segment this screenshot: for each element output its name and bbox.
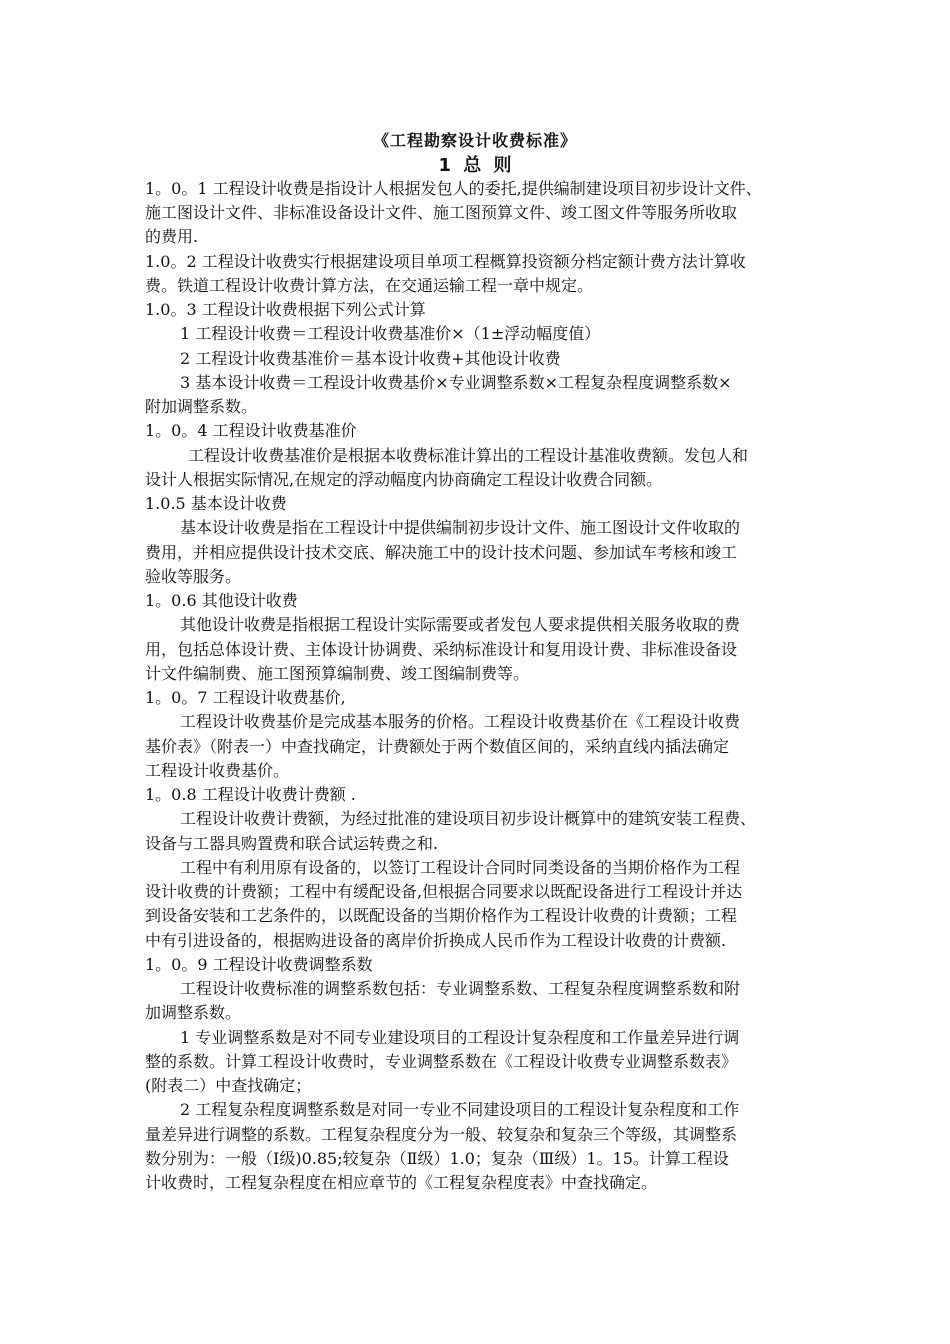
text-line: 1.0。2 工程设计收费实行根据建设项目单项工程概算投资额分档定额计费方法计算收 <box>145 252 746 271</box>
text-line: 设计人根据实际情况,在规定的浮动幅度内协商确定工程设计收费合同额。 <box>145 470 663 489</box>
text-line: 2 工程复杂程度调整系数是对同一专业不同建设项目的工程设计复杂程度和工作 <box>180 1100 740 1119</box>
section-heading: 1。0。9 工程设计收费调整系数 <box>145 955 373 974</box>
text-line: 用，包括总体设计费、主体设计协调费、采纳标准设计和复用设计费、非标准设备设 <box>145 640 738 659</box>
text-line: (附表二）中查找确定； <box>145 1076 312 1095</box>
section-heading: 1.0。3 工程设计收费根据下列公式计算 <box>145 300 426 319</box>
text-line: 施工图设计文件、非标准设备设计文件、施工图预算文件、竣工图文件等服务所收取 <box>145 203 738 222</box>
text-line: 设计收费的计费额；工程中有缓配设备,但根据合同要求以既配设备进行工程设计并达 <box>145 882 743 901</box>
chapter-heading: 1 总 则 <box>438 155 512 176</box>
text-line: 费用，并相应提供设计技术交底、解决施工中的设计技术问题、参加试车考核和竣工 <box>145 543 738 562</box>
formula-line: 1 工程设计收费＝工程设计收费基准价×（1±浮动幅度值） <box>180 324 601 343</box>
text-line: 设备与工器具购置费和联合试运转费之和. <box>145 834 439 853</box>
text-line: 工程中有利用原有设备的，以签订工程设计合同时同类设备的当期价格作为工程 <box>180 858 741 877</box>
section-heading: 1。0。7 工程设计收费基价, <box>145 688 346 707</box>
text-line: 计收费时，工程复杂程度在相应章节的《工程复杂程度表》中查找确定。 <box>145 1173 658 1192</box>
text-line: 1。0。1 工程设计收费是指设计人根据发包人的委托,提供编制建设项目初步设计文件、 <box>145 179 762 198</box>
text-line: 工程设计收费基价。 <box>145 761 290 780</box>
section-heading: 1。0.8 工程设计收费计费额 . <box>145 785 356 804</box>
text-line: 基价表》（附表一）中查找确定，计费额处于两个数值区间的，采纳直线内插法确定 <box>145 737 730 756</box>
text-line: 基本设计收费是指在工程设计中提供编制初步设计文件、施工图设计文件收取的 <box>180 518 741 537</box>
section-heading: 1。0.6 其他设计收费 <box>145 591 298 610</box>
text-line: 整的系数。计算工程设计收费时，专业调整系数在《工程设计收费专业调整系数表》 <box>145 1052 738 1071</box>
text-line: 量差异进行调整的系数。工程复杂程度分为一般、较复杂和复杂三个等级，其调整系 <box>145 1125 738 1144</box>
text-line: 工程设计收费标准的调整系数包括：专业调整系数、工程复杂程度调整系数和附 <box>180 979 741 998</box>
text-line: 1 专业调整系数是对不同专业建设项目的工程设计复杂程度和工作量差异进行调 <box>180 1028 740 1047</box>
formula-line: 3 基本设计收费＝工程设计收费基价×专业调整系数×工程复杂程度调整系数× <box>180 373 732 392</box>
text-line: 工程设计收费计费额，为经过批准的建设项目初步设计概算中的建筑安装工程费、 <box>180 809 757 828</box>
text-line: 工程设计收费基价是完成基本服务的价格。工程设计收费基价在《工程设计收费 <box>180 712 741 731</box>
text-line: 中有引进设备的，根据购进设备的离岸价折换成人民币作为工程设计收费的计费额. <box>145 931 727 950</box>
text-line: 数分别为：一般（Ⅰ级)0.85;较复杂（Ⅱ级）1.0；复杂（Ⅲ级）1。15。计算工程设 <box>145 1149 729 1168</box>
formula-line: 2 工程设计收费基准价＝基本设计收费+其他设计收费 <box>180 349 561 368</box>
text-line: 计文件编制费、施工图预算编制费、竣工图编制费等。 <box>145 664 530 683</box>
text-line: 验收等服务。 <box>145 567 242 586</box>
document-title: 《工程勘察设计收费标准》 <box>372 131 577 150</box>
text-line: 到设备安装和工艺条件的，以既配设备的当期价格作为工程设计收费的计费额；工程 <box>145 906 738 925</box>
text-line: 其他设计收费是指根据工程设计实际需要或者发包人要求提供相关服务收取的费 <box>180 615 741 634</box>
section-heading: 1。0。4 工程设计收费基准价 <box>145 421 357 440</box>
text-line: 费。铁道工程设计收费计算方法，在交通运输工程一章中规定。 <box>145 276 594 295</box>
text-line: 工程设计收费基准价是根据本收费标准计算出的工程设计基准收费额。发包人和 <box>188 446 749 465</box>
text-line: 附加调整系数。 <box>145 397 258 416</box>
section-heading: 1.0.5 基本设计收费 <box>145 494 287 513</box>
text-line: 的费用. <box>145 227 199 246</box>
text-line: 加调整系数。 <box>145 1003 242 1022</box>
